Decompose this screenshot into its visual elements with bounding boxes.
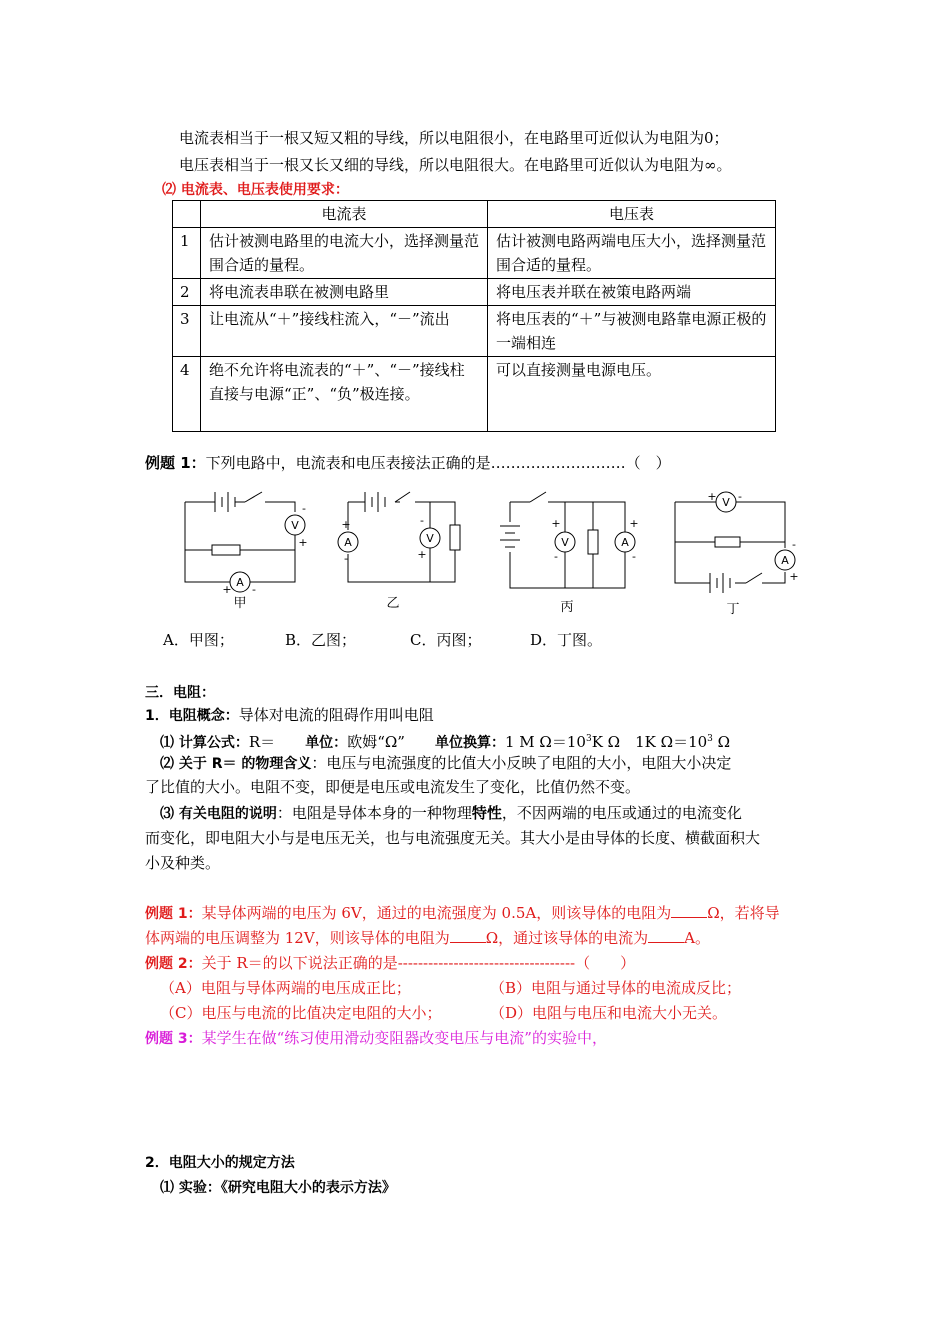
polarity-sign: - [344, 552, 348, 565]
ammeter-cell: 让电流从“＋”接线柱流入，“－”流出 [201, 306, 488, 357]
description-line-3: 小及种类。 [145, 854, 221, 872]
description-line-2: 而变化，即电阻大小与是电压无关，也与电流强度无关。其大小是由导体的长度、横截面积大 [145, 829, 761, 847]
option-b: B．乙图； [285, 631, 357, 649]
meaning-line-1: ⑵ 关于 R＝ 的物理含义：电压与电流强度的比值大小反映了电阻的大小，电阻大小决定 [160, 754, 732, 772]
resistance-example-1-line-2: 体两端的电压调整为 12V，则该导体的电阻为 Ω，通过该导体的电流为 A。 [145, 929, 710, 947]
intro-line-2: 电压表相当于一根又长又细的导线，所以电阻很大。在电路里可近似认为电阻为∞。 [179, 156, 732, 174]
meter-label: A [781, 554, 789, 567]
meter-label: A [236, 576, 244, 589]
answer-blank[interactable] [648, 928, 684, 943]
resistor-icon [715, 537, 740, 547]
example-2-option-b: （B）电阻与通过导体的电流成反比； [490, 979, 742, 997]
meaning-line-2: 了比值的大小。电阻不变，即便是电压或电流发生了变化，比值仍然不变。 [145, 778, 641, 796]
ammeter-cell: 绝不允许将电流表的“＋”、“－”接线柱直接与电源“正”、“负”极连接。 [201, 357, 488, 432]
row-number: 4 [173, 357, 201, 432]
voltmeter-cell: 可以直接测量电源电压。 [488, 357, 776, 432]
requirements-table [172, 200, 776, 432]
example-1-question [145, 453, 671, 473]
table-header-voltmeter: 电压表 [488, 201, 776, 228]
example-2-option-c: （C）电压与电流的比值决定电阻的大小； [160, 1004, 442, 1022]
resistance-concept: 1．电阻概念：导体对电流的阻碍作用叫电阻 [145, 706, 434, 724]
polarity-sign: - [632, 550, 636, 563]
resistance-example-3: 例题 3：某学生在做“练习使用滑动变阻器改变电压与电流”的实验中， [145, 1029, 607, 1047]
circuit-label-bing: 丙 [560, 600, 574, 615]
polarity-sign: - [738, 490, 742, 503]
table-header-ammeter: 电流表 [201, 201, 488, 228]
answer-blank[interactable] [450, 928, 486, 943]
meter-label: V [722, 496, 730, 509]
resistance-example-1-line-1: 例题 1：某导体两端的电压为 6V，通过的电流强度为 0.5A，则该导体的电阻为 Ω，若将导 [145, 904, 780, 922]
polarity-sign: + [629, 517, 639, 530]
table-row [173, 279, 776, 306]
option-a: A．甲图； [163, 631, 234, 649]
meter-label: V [561, 536, 569, 549]
requirements-heading: ⑵ 电流表、电压表使用要求： [162, 182, 349, 198]
table-row [173, 228, 776, 279]
switch-icon [245, 492, 262, 502]
example-2-option-a: （A）电阻与导体两端的电压成正比； [160, 979, 411, 997]
polarity-sign: + [707, 490, 717, 503]
polarity-sign: + [298, 536, 308, 549]
polarity-sign: + [551, 517, 561, 530]
voltmeter-cell: 将电压表的“＋”与被测电路靠电源正极的一端相连 [488, 306, 776, 357]
formula-line: ⑴ 计算公式：R＝ 单位：欧姆“Ω” 单位换算：1 M $\Omega=10^3K$ Ω 1K $\Omega=10^3$ Ω [160, 733, 731, 751]
circuit-label-yi: 乙 [386, 596, 400, 611]
section-3-title: 三．电阻： [145, 685, 215, 701]
example-2-option-d: （D）电阻与电压和电流大小无关。 [490, 1004, 728, 1022]
ammeter-cell: 将电流表串联在被测电路里 [201, 279, 488, 306]
resistor-icon [588, 530, 598, 554]
meter-label: A [344, 536, 352, 549]
example-1-label: 例题 1： [145, 454, 206, 472]
polarity-sign: + [417, 548, 427, 561]
option-d: D．丁图。 [530, 631, 603, 649]
circuit-label-ding: 丁 [726, 602, 740, 617]
example-1-text: 下列电路中，电流表和电压表接法正确的是………………………（ ） [205, 454, 671, 472]
meter-label: A [621, 536, 629, 549]
polarity-sign: - [252, 583, 256, 596]
table-row [173, 357, 776, 432]
row-number: 1 [173, 228, 201, 279]
section-2-title: 2．电阻大小的规定方法 [145, 1155, 295, 1171]
polarity-sign: + [341, 518, 351, 531]
circuit-ding [675, 492, 795, 593]
experiment-title: ⑴ 实验：《研究电阻大小的表示方法》 [160, 1180, 396, 1196]
resistor-icon [212, 545, 240, 555]
ammeter-cell: 估计被测电路里的电流大小，选择测量范围合适的量程。 [201, 228, 488, 279]
voltmeter-cell: 估计被测电路两端电压大小，选择测量范围合适的量程。 [488, 228, 776, 279]
meter-label: V [426, 532, 434, 545]
polarity-sign: - [302, 502, 306, 515]
table-row [173, 306, 776, 357]
option-c: C．丙图； [410, 631, 482, 649]
circuit-diagrams [170, 480, 810, 620]
row-number: 3 [173, 306, 201, 357]
circuit-jia [185, 492, 308, 592]
resistance-example-2: 例题 2：关于 R＝的以下说法正确的是-----------------------------------（ ） [145, 954, 636, 972]
voltmeter-cell: 将电压表并联在被策电路两端 [488, 279, 776, 306]
table-header-row [173, 201, 776, 228]
resistor-icon [450, 525, 460, 550]
answer-blank[interactable] [671, 903, 707, 918]
intro-line-1: 电流表相当于一根又短又粗的导线，所以电阻很小，在电路里可近似认为电阻为0； [179, 129, 729, 147]
polarity-sign: - [792, 538, 796, 551]
circuit-yi [338, 492, 460, 582]
polarity-sign: + [789, 570, 799, 583]
polarity-sign: - [420, 514, 424, 527]
polarity-sign: - [554, 550, 558, 563]
meter-label: V [291, 519, 299, 532]
description-line-1: ⑶ 有关电阻的说明：电阻是导体本身的一种物理特性，不因两端的电压或通过的电流变化 [160, 804, 742, 822]
polarity-sign: + [222, 583, 232, 596]
circuit-label-jia: 甲 [233, 596, 247, 611]
row-number: 2 [173, 279, 201, 306]
table-header-blank [173, 201, 201, 228]
